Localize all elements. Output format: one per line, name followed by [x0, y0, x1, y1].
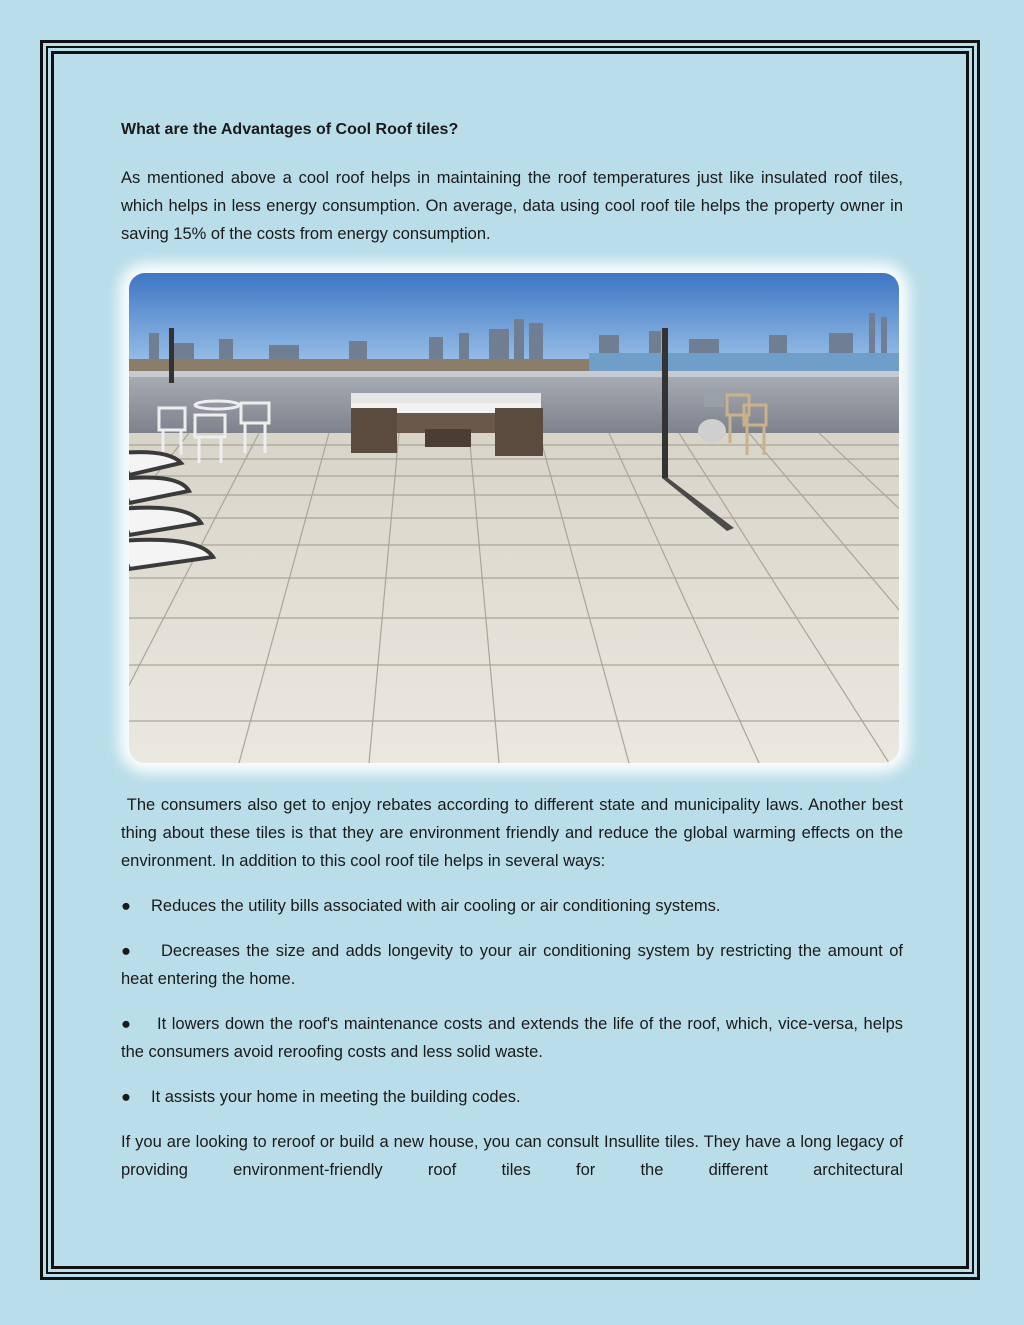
bullet-text: Decreases the size and adds longevity to your air conditioning system by restricting the amount of heat entering the home. [121, 942, 903, 988]
bullet-text: Reduces the utility bills associated with air cooling or air conditioning systems. [151, 897, 721, 915]
paragraph-intro: As mentioned above a cool roof helps in maintaining the roof temperatures just like insulated roof tiles, which helps in less energy consumption. On average, data using cool roof tile helps the property owner in saving 15% of the costs from energy consumption. [121, 169, 903, 243]
bullet-dot: ● [121, 897, 131, 915]
bullet-item [121, 1010, 903, 1066]
bullet-dot: ● [121, 1015, 131, 1033]
bullet-item [121, 937, 903, 993]
bullet-item [121, 892, 903, 920]
bullet-dot: ● [121, 1088, 131, 1106]
bullet-item [121, 1083, 903, 1111]
paragraph-closing: If you are looking to reroof or build a new house, you can consult Insullite tiles. They have a long legacy of providing environment-friendly roof tiles for the different architectural [121, 1133, 903, 1179]
bullet-dot: ● [121, 942, 131, 960]
paragraph-rebates: The consumers also get to enjoy rebates according to different state and municipality laws. Another best thing about these tiles is that they are environment friendly and reduce the global warming effects on the environment. In addition to this cool roof tile helps in several ways: [121, 796, 908, 870]
bullet-text: It assists your home in meeting the building codes. [151, 1088, 521, 1106]
rooftop-terrace-illustration [129, 273, 899, 763]
rooftop-terrace-photo [129, 273, 899, 763]
section-heading: What are the Advantages of Cool Roof tiles? [121, 121, 459, 138]
bullet-text: It lowers down the roof's maintenance costs and extends the life of the roof, which, vice-versa, helps the consumers avoid reroofing costs and less solid waste. [121, 1015, 903, 1061]
